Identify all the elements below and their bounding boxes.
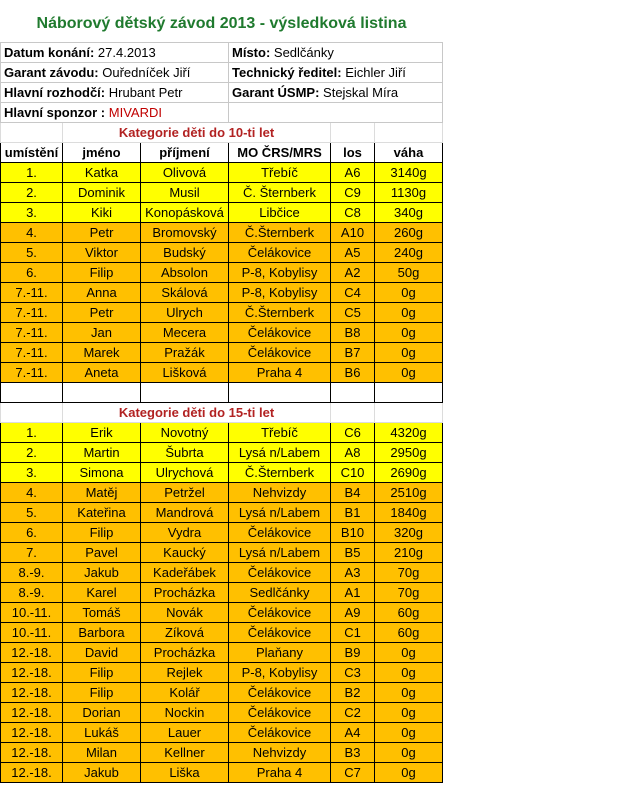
cell-draw: A1 — [331, 583, 375, 603]
cell-first: Matěj — [63, 483, 141, 503]
empty-cell — [443, 763, 633, 783]
cell-draw: B4 — [331, 483, 375, 503]
cell-club: P-8, Kobylisy — [229, 263, 331, 283]
cell-draw: A3 — [331, 563, 375, 583]
cell-last: Kaucký — [141, 543, 229, 563]
cell-first: Dominik — [63, 183, 141, 203]
cell-draw: A9 — [331, 603, 375, 623]
empty-cell — [443, 503, 633, 523]
usmp-value: Stejskal Míra — [323, 85, 399, 100]
cell-first: Martin — [63, 443, 141, 463]
cell-last: Zíková — [141, 623, 229, 643]
sponsor-label: Hlavní sponzor : — [4, 105, 106, 120]
cell-place: 12.-18. — [1, 743, 63, 763]
results-sheet — [0, 4, 633, 783]
cell-weight: 0g — [375, 363, 443, 383]
empty-cell — [63, 383, 141, 403]
cell-club: Lysá n/Labem — [229, 503, 331, 523]
cell-club: Čelákovice — [229, 623, 331, 643]
cell-place: 4. — [1, 483, 63, 503]
cell-club: Libčice — [229, 203, 331, 223]
cell-club: Čelákovice — [229, 603, 331, 623]
cell-place: 5. — [1, 503, 63, 523]
empty-cell — [443, 323, 633, 343]
cell-draw: C9 — [331, 183, 375, 203]
usmp-label: Garant ÚSMP: — [232, 85, 320, 100]
cell-first: Aneta — [63, 363, 141, 383]
table-row — [1, 643, 633, 663]
table-row — [1, 583, 633, 603]
date-value: 27.4.2013 — [97, 45, 156, 60]
cell-club: Nehvizdy — [229, 743, 331, 763]
cell-first: Jakub — [63, 763, 141, 783]
cell-first: Barbora — [63, 623, 141, 643]
cell-weight: 0g — [375, 723, 443, 743]
table-row — [1, 723, 633, 743]
cell-first: Kiki — [63, 203, 141, 223]
cell-place: 12.-18. — [1, 723, 63, 743]
tech-director-label: Technický ředitel: — [232, 65, 342, 80]
cell-draw: C5 — [331, 303, 375, 323]
place-value: Sedlčánky — [273, 45, 334, 60]
cell-last: Petržel — [141, 483, 229, 503]
cell-place: 12.-18. — [1, 643, 63, 663]
cell-last: Budský — [141, 243, 229, 263]
cell-place: 6. — [1, 263, 63, 283]
empty-cell — [443, 603, 633, 623]
cell-club: Č.Šternberk — [229, 303, 331, 323]
cell-club: Plaňany — [229, 643, 331, 663]
cell-last: Vydra — [141, 523, 229, 543]
tech-director-cell — [229, 63, 443, 83]
cell-first: Pavel — [63, 543, 141, 563]
category-row — [1, 403, 633, 423]
cell-first: Milan — [63, 743, 141, 763]
table-row — [1, 343, 633, 363]
cell-weight: 1130g — [375, 183, 443, 203]
empty-cell — [1, 383, 63, 403]
cell-first: Tomáš — [63, 603, 141, 623]
date-cell — [1, 43, 229, 63]
cell-place: 4. — [1, 223, 63, 243]
cell-weight: 0g — [375, 643, 443, 663]
table-row — [1, 423, 633, 443]
empty-cell — [331, 403, 375, 423]
cell-last: Pražák — [141, 343, 229, 363]
empty-cell — [443, 583, 633, 603]
cell-place: 12.-18. — [1, 683, 63, 703]
cell-weight: 0g — [375, 763, 443, 783]
cell-place: 7.-11. — [1, 283, 63, 303]
cell-last: Konopásková — [141, 203, 229, 223]
cell-draw: B1 — [331, 503, 375, 523]
empty-cell — [443, 663, 633, 683]
cell-first: Simona — [63, 463, 141, 483]
column-header: MO ČRS/MRS — [229, 143, 331, 163]
table-row — [1, 623, 633, 643]
cell-first: David — [63, 643, 141, 663]
sponsor-empty — [229, 103, 443, 123]
cell-place: 8.-9. — [1, 563, 63, 583]
cell-last: Lišková — [141, 363, 229, 383]
cell-club: Praha 4 — [229, 763, 331, 783]
cell-first: Karel — [63, 583, 141, 603]
cell-weight: 2690g — [375, 463, 443, 483]
cell-weight: 260g — [375, 223, 443, 243]
cell-first: Kateřina — [63, 503, 141, 523]
cell-last: Šubrta — [141, 443, 229, 463]
cell-club: Čelákovice — [229, 563, 331, 583]
cell-last: Procházka — [141, 583, 229, 603]
cell-first: Petr — [63, 223, 141, 243]
cell-place: 7.-11. — [1, 343, 63, 363]
empty-cell — [443, 403, 633, 423]
cell-weight: 0g — [375, 703, 443, 723]
table-row — [1, 363, 633, 383]
cell-weight: 60g — [375, 603, 443, 623]
table-row — [1, 563, 633, 583]
table-row — [1, 443, 633, 463]
cell-last: Bromovský — [141, 223, 229, 243]
cell-first: Filip — [63, 683, 141, 703]
cell-last: Mecera — [141, 323, 229, 343]
cell-first: Marek — [63, 343, 141, 363]
empty-cell — [443, 443, 633, 463]
cell-club: Čelákovice — [229, 343, 331, 363]
table-row — [1, 203, 633, 223]
cell-weight: 0g — [375, 343, 443, 363]
table-row — [1, 503, 633, 523]
empty-cell — [141, 383, 229, 403]
cell-last: Musil — [141, 183, 229, 203]
cell-draw: A6 — [331, 163, 375, 183]
category-row — [1, 123, 633, 143]
empty-cell — [443, 383, 633, 403]
cell-place: 2. — [1, 443, 63, 463]
empty-cell — [443, 283, 633, 303]
empty-cell — [443, 463, 633, 483]
empty-cell — [443, 123, 633, 143]
cell-last: Mandrová — [141, 503, 229, 523]
cell-weight: 0g — [375, 283, 443, 303]
empty-cell — [443, 143, 633, 163]
cell-weight: 4320g — [375, 423, 443, 443]
cell-place: 7.-11. — [1, 323, 63, 343]
empty-cell — [443, 563, 633, 583]
cell-last: Liška — [141, 763, 229, 783]
cell-first: Jakub — [63, 563, 141, 583]
empty-cell — [443, 243, 633, 263]
cell-first: Katka — [63, 163, 141, 183]
empty-cell — [443, 483, 633, 503]
cell-place: 7.-11. — [1, 303, 63, 323]
empty-cell — [375, 123, 443, 143]
cell-club: Čelákovice — [229, 523, 331, 543]
cell-draw: A2 — [331, 263, 375, 283]
cell-draw: B5 — [331, 543, 375, 563]
cell-weight: 0g — [375, 683, 443, 703]
cell-club: Třebíč — [229, 423, 331, 443]
cell-club: Čelákovice — [229, 243, 331, 263]
cell-place: 1. — [1, 423, 63, 443]
column-header: umístění — [1, 143, 63, 163]
cell-draw: B6 — [331, 363, 375, 383]
cell-place: 8.-9. — [1, 583, 63, 603]
table-row — [1, 163, 633, 183]
empty-cell — [443, 703, 633, 723]
empty-cell — [1, 403, 63, 423]
empty-cell — [375, 403, 443, 423]
empty-cell — [1, 123, 63, 143]
cell-club: P-8, Kobylisy — [229, 283, 331, 303]
cell-draw: C4 — [331, 283, 375, 303]
cell-place: 12.-18. — [1, 703, 63, 723]
cell-weight: 0g — [375, 743, 443, 763]
column-header: los — [331, 143, 375, 163]
sponsor-cell — [1, 103, 229, 123]
judge-label: Hlavní rozhodčí: — [4, 85, 106, 100]
cell-first: Jan — [63, 323, 141, 343]
cell-first: Filip — [63, 523, 141, 543]
cell-first: Lukáš — [63, 723, 141, 743]
cell-last: Ulrych — [141, 303, 229, 323]
empty-cell — [443, 203, 633, 223]
cell-draw: C7 — [331, 763, 375, 783]
empty-cell — [443, 723, 633, 743]
cell-weight: 1840g — [375, 503, 443, 523]
empty-cell — [443, 343, 633, 363]
table-row — [1, 543, 633, 563]
judge-value: Hrubant Petr — [108, 85, 183, 100]
cell-first: Filip — [63, 663, 141, 683]
cell-weight: 0g — [375, 663, 443, 683]
cell-draw: A5 — [331, 243, 375, 263]
cell-club: Praha 4 — [229, 363, 331, 383]
cell-club: Č. Šternberk — [229, 183, 331, 203]
cell-weight: 50g — [375, 263, 443, 283]
cell-draw: A4 — [331, 723, 375, 743]
cell-draw: C2 — [331, 703, 375, 723]
table-row — [1, 743, 633, 763]
cell-last: Absolon — [141, 263, 229, 283]
cell-last: Procházka — [141, 643, 229, 663]
column-header: jméno — [63, 143, 141, 163]
cell-club: Sedlčánky — [229, 583, 331, 603]
cell-draw: A10 — [331, 223, 375, 243]
cell-draw: C3 — [331, 663, 375, 683]
empty-cell — [443, 363, 633, 383]
cell-draw: B8 — [331, 323, 375, 343]
empty-cell — [443, 223, 633, 243]
cell-last: Nockin — [141, 703, 229, 723]
table-row — [1, 523, 633, 543]
table-header — [1, 143, 633, 163]
table-row — [1, 243, 633, 263]
empty-cell — [375, 383, 443, 403]
cell-club: P-8, Kobylisy — [229, 663, 331, 683]
cell-last: Lauer — [141, 723, 229, 743]
cell-first: Erik — [63, 423, 141, 443]
date-label: Datum konání: — [4, 45, 95, 60]
cell-weight: 2510g — [375, 483, 443, 503]
cell-place: 2. — [1, 183, 63, 203]
cell-draw: B7 — [331, 343, 375, 363]
cell-first: Anna — [63, 283, 141, 303]
cell-club: Čelákovice — [229, 703, 331, 723]
spacer-row — [1, 383, 633, 403]
cell-draw: C8 — [331, 203, 375, 223]
empty-cell — [443, 523, 633, 543]
cell-last: Ulrychová — [141, 463, 229, 483]
cell-club: Č.Šternberk — [229, 223, 331, 243]
cell-weight: 320g — [375, 523, 443, 543]
cell-weight: 70g — [375, 563, 443, 583]
cell-weight: 2950g — [375, 443, 443, 463]
table-row — [1, 223, 633, 243]
cell-club: Čelákovice — [229, 723, 331, 743]
cell-club: Třebíč — [229, 163, 331, 183]
cell-last: Skálová — [141, 283, 229, 303]
cell-place: 10.-11. — [1, 623, 63, 643]
cell-club: Nehvizdy — [229, 483, 331, 503]
table-row — [1, 703, 633, 723]
empty-cell — [443, 163, 633, 183]
table-row — [1, 483, 633, 503]
cell-draw: B9 — [331, 643, 375, 663]
cell-last: Novotný — [141, 423, 229, 443]
guarantor-cell — [1, 63, 229, 83]
cell-place: 12.-18. — [1, 663, 63, 683]
table-row — [1, 463, 633, 483]
cell-place: 12.-18. — [1, 763, 63, 783]
cell-place: 7. — [1, 543, 63, 563]
table-row — [1, 663, 633, 683]
cell-first: Dorian — [63, 703, 141, 723]
category-title: Kategorie děti do 10-ti let — [63, 123, 331, 143]
cell-draw: B10 — [331, 523, 375, 543]
table-row — [1, 763, 633, 783]
cell-weight: 60g — [375, 623, 443, 643]
empty-cell — [443, 623, 633, 643]
empty-cell — [443, 183, 633, 203]
cell-place: 1. — [1, 163, 63, 183]
table-row — [1, 283, 633, 303]
cell-weight: 340g — [375, 203, 443, 223]
guarantor-label: Garant závodu: — [4, 65, 99, 80]
empty-cell — [443, 643, 633, 663]
table-row — [1, 183, 633, 203]
place-cell — [229, 43, 443, 63]
cell-club: Čelákovice — [229, 683, 331, 703]
column-header: váha — [375, 143, 443, 163]
empty-cell — [331, 123, 375, 143]
empty-cell — [443, 683, 633, 703]
cell-draw: A8 — [331, 443, 375, 463]
cell-weight: 0g — [375, 303, 443, 323]
table-row — [1, 303, 633, 323]
empty-cell — [229, 383, 331, 403]
cell-weight: 240g — [375, 243, 443, 263]
cell-weight: 0g — [375, 323, 443, 343]
cell-last: Kadeřábek — [141, 563, 229, 583]
cell-place: 3. — [1, 203, 63, 223]
empty-cell — [443, 743, 633, 763]
cell-draw: C6 — [331, 423, 375, 443]
cell-weight: 3140g — [375, 163, 443, 183]
table-row — [1, 603, 633, 623]
cell-first: Viktor — [63, 243, 141, 263]
guarantor-value: Ouředníček Jiří — [102, 65, 191, 80]
table-row — [1, 263, 633, 283]
cell-draw: C1 — [331, 623, 375, 643]
cell-last: Kellner — [141, 743, 229, 763]
cell-place: 3. — [1, 463, 63, 483]
empty-cell — [331, 383, 375, 403]
cell-draw: B3 — [331, 743, 375, 763]
empty-cell — [443, 543, 633, 563]
cell-weight: 70g — [375, 583, 443, 603]
empty-cell — [443, 263, 633, 283]
table-row — [1, 323, 633, 343]
empty-cell — [443, 303, 633, 323]
cell-weight: 210g — [375, 543, 443, 563]
usmp-cell — [229, 83, 443, 103]
cell-club: Č.Šternberk — [229, 463, 331, 483]
cell-club: Čelákovice — [229, 323, 331, 343]
cell-place: 5. — [1, 243, 63, 263]
category-title: Kategorie děti do 15-ti let — [63, 403, 331, 423]
judge-cell — [1, 83, 229, 103]
place-label: Místo: — [232, 45, 271, 60]
page-title: Náborový dětský závod 2013 - výsledková listina — [1, 4, 443, 43]
cell-first: Filip — [63, 263, 141, 283]
cell-last: Rejlek — [141, 663, 229, 683]
sponsor-value: MIVARDI — [108, 105, 162, 120]
cell-draw: C10 — [331, 463, 375, 483]
empty-cell — [443, 423, 633, 443]
cell-last: Kolář — [141, 683, 229, 703]
cell-place: 10.-11. — [1, 603, 63, 623]
cell-club: Lysá n/Labem — [229, 543, 331, 563]
cell-last: Olivová — [141, 163, 229, 183]
cell-club: Lysá n/Labem — [229, 443, 331, 463]
cell-first: Petr — [63, 303, 141, 323]
cell-place: 6. — [1, 523, 63, 543]
cell-draw: B2 — [331, 683, 375, 703]
cell-last: Novák — [141, 603, 229, 623]
column-header: příjmení — [141, 143, 229, 163]
table-row — [1, 683, 633, 703]
cell-place: 7.-11. — [1, 363, 63, 383]
tech-director-value: Eichler Jiří — [345, 65, 406, 80]
